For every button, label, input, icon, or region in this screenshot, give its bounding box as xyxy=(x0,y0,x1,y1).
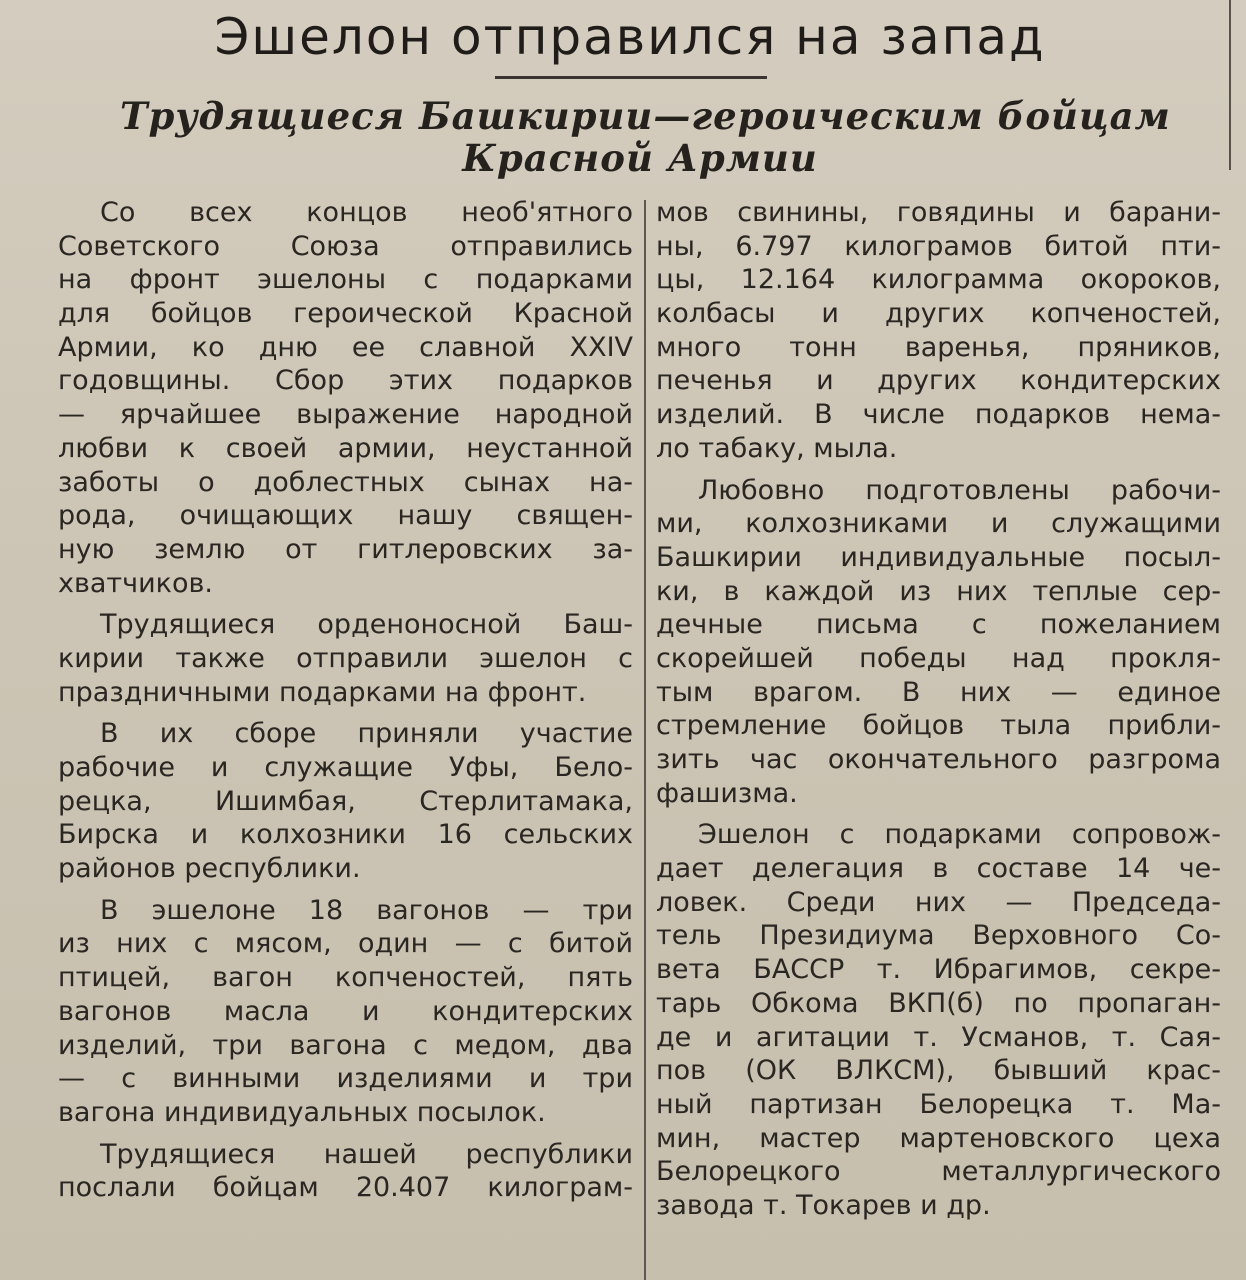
article-line: Бирска и колхозники 16 сельских xyxy=(58,819,633,851)
subtitle xyxy=(120,94,1171,180)
article-line: — с винными изделиями и три xyxy=(58,1063,633,1095)
article-line: В эшелоне 18 вагонов — три xyxy=(100,894,633,926)
article-line: — ярчайшее выражение народной xyxy=(58,399,633,431)
article-line: Со всех концов необ'ятного xyxy=(100,197,633,228)
article-line: тым врагом. В них — единое xyxy=(656,676,1221,708)
article-line: птицей, вагон копченостей, пять xyxy=(58,962,633,994)
article-paragraph xyxy=(58,717,633,885)
article-line: вагона индивидуальных посылок. xyxy=(58,1096,546,1128)
article-line: зить час окончательного разгрома xyxy=(656,744,1221,775)
right-border-rule xyxy=(1229,0,1231,170)
article-line: изделий, три вагона с медом, два xyxy=(58,1029,633,1061)
article-line: ловек. Среди них — Председа- xyxy=(656,886,1221,918)
article-line: мов свинины, говядины и барани- xyxy=(656,197,1221,228)
article-line: Белорецкого металлургического xyxy=(656,1156,1221,1188)
article-line: Трудящиеся нашей республики xyxy=(100,1138,633,1170)
article-paragraph xyxy=(656,818,1221,1222)
article-line: стремление бойцов тыла прибли- xyxy=(656,710,1221,742)
article-line: ки, в каждой из них теплые сер- xyxy=(656,575,1221,607)
article-line: Эшелон с подарками сопровож- xyxy=(698,819,1221,851)
article-line: любви к своей армии, неустанной xyxy=(58,432,633,464)
article-line: ло табаку, мыла. xyxy=(656,432,898,464)
article-line: ми, колхозниками и служащими xyxy=(656,508,1221,540)
article-paragraph xyxy=(58,894,633,1130)
article-line: ный партизан Белорецка т. Ма- xyxy=(656,1088,1221,1120)
article-line: на фронт эшелоны с подарками xyxy=(58,264,633,296)
article-paragraph xyxy=(58,196,633,600)
article-line: Армии, ко дню ее славной XXIV xyxy=(58,331,633,363)
headline-underline xyxy=(495,76,767,79)
article-line: из них с мясом, один — с битой xyxy=(58,928,633,960)
paragraph-gap xyxy=(58,1130,633,1138)
article-line: годовщины. Сбор этих подарков xyxy=(58,365,633,397)
headline: Эшелон отправился на запад xyxy=(214,8,1046,66)
paragraph-gap xyxy=(58,600,633,608)
article-line: тель Президиума Верховного Со- xyxy=(656,920,1221,952)
article-line: Трудящиеся орденоносной Баш- xyxy=(100,609,633,641)
left-column xyxy=(58,196,633,1205)
article-line: послали бойцам 20.407 килограм- xyxy=(58,1172,633,1204)
article-line: для бойцов героической Красной xyxy=(58,298,633,330)
paragraph-gap xyxy=(656,466,1221,474)
article-line: завода т. Токарев и др. xyxy=(656,1189,991,1221)
article-line: рабочие и служащие Уфы, Бело- xyxy=(58,752,633,783)
subtitle-line-2: Красной Армии xyxy=(462,136,818,180)
right-column xyxy=(656,196,1221,1223)
article-line: заботы о доблестных сынах на- xyxy=(58,466,633,498)
paragraph-gap xyxy=(58,709,633,717)
article-line: тарь Обкома ВКП(б) по пропаган- xyxy=(656,987,1221,1019)
paragraph-gap xyxy=(58,886,633,894)
article-paragraph xyxy=(58,1138,633,1205)
article-line: вагонов масла и кондитерских xyxy=(58,995,633,1027)
article-line: много тонн варенья, пряников, xyxy=(656,331,1221,363)
article-paragraph xyxy=(656,196,1221,466)
article-line: дает делегация в составе 14 че- xyxy=(656,853,1221,885)
article-line: Любовно подготовлены рабочи- xyxy=(698,474,1221,506)
article-line: ны, 6.797 килограмов битой пти- xyxy=(656,230,1221,262)
article-line: Советского Союза отправились xyxy=(58,230,633,262)
article-line: дечные письма с пожеланием xyxy=(656,609,1221,641)
article-line: печенья и других кондитерских xyxy=(656,365,1221,397)
article-line: районов республики. xyxy=(58,853,361,885)
article-line: кирии также отправили эшелон с xyxy=(58,642,633,674)
article-line: Башкирии индивидуальные посыл- xyxy=(656,541,1221,573)
article-paragraph xyxy=(656,474,1221,811)
article-line: де и агитации т. Усманов, т. Сая- xyxy=(656,1021,1221,1053)
article-paragraph xyxy=(58,608,633,709)
article-line: вета БАССР т. Ибрагимов, секре- xyxy=(656,954,1221,986)
article-line: рода, очищающих нашу священ- xyxy=(58,500,633,532)
article-line: В их сборе приняли участие xyxy=(100,718,633,750)
article-line: изделий. В числе подарков нема- xyxy=(656,399,1221,431)
column-divider xyxy=(644,200,646,1280)
article-line: пов (ОК ВЛКСМ), бывший крас- xyxy=(656,1055,1221,1087)
article-line: фашизма. xyxy=(656,777,798,809)
article-line: рецка, Ишимбая, Стерлитамака, xyxy=(58,785,633,817)
article-line: колбасы и других копченостей, xyxy=(656,298,1221,330)
article-line: праздничными подарками на фронт. xyxy=(58,676,587,708)
paragraph-gap xyxy=(656,810,1221,818)
article-line: мин, мастер мартеновского цеха xyxy=(656,1122,1221,1154)
subtitle-line-1: Трудящиеся Башкирии—героическим бойцам xyxy=(120,94,1171,138)
article-line: ную землю от гитлеровских за- xyxy=(58,533,633,565)
article-line: хватчиков. xyxy=(58,567,213,599)
article-line: скорейшей победы над прокля- xyxy=(656,642,1221,674)
article-line: цы, 12.164 килограмма окороков, xyxy=(656,264,1221,296)
